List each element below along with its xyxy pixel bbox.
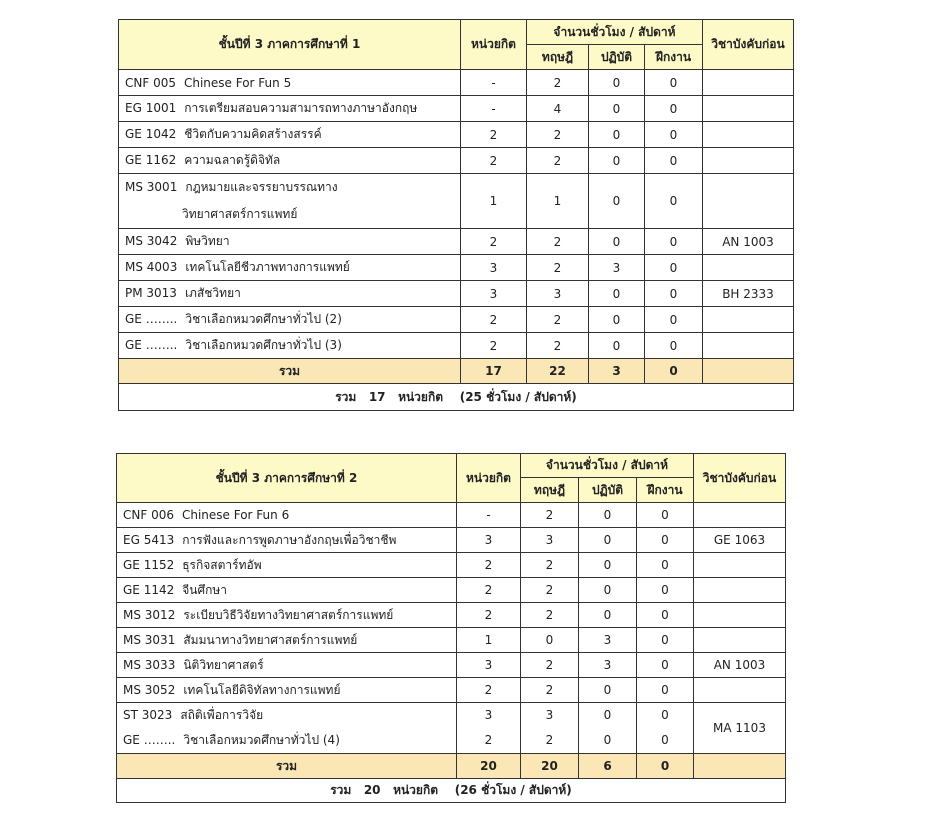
theory-cell: 2 [521, 678, 579, 703]
course-table-year3-term1 [118, 19, 794, 411]
training-cell: 0 [637, 678, 694, 703]
training-cell: 0 [645, 255, 703, 281]
theory-cell: 2 [527, 148, 589, 174]
training-cell: 0 [637, 603, 694, 628]
training-cell: 0 [637, 553, 694, 578]
training-cell: 0 [637, 578, 694, 603]
total-theory: 22 [527, 359, 589, 384]
course-name: สัมมนาทางวิทยาศาสตร์การแพทย์ [183, 632, 358, 647]
training-cell: 0 [645, 281, 703, 307]
credits-cell: 3 [461, 255, 527, 281]
practice-cell: 0 [589, 70, 645, 96]
course-name: ธุรกิจสตาร์ทอัพ [182, 557, 262, 572]
practice-cell: 0 [589, 96, 645, 122]
theory-cell: 2 [527, 122, 589, 148]
prereq-cell: GE 1063 [694, 528, 786, 553]
course-name: การฟังและการพูดภาษาอังกฤษเพื่อวิชาชีพ [182, 532, 397, 547]
training-cell: 0 [637, 628, 694, 653]
course-cell [117, 653, 457, 678]
course-cell [117, 553, 457, 578]
theory-cell: 2 [521, 603, 579, 628]
theory-header: ทฤษฎี [521, 478, 579, 503]
course-name: สถิติเพื่อการวิจัย [180, 708, 264, 722]
table-row [119, 96, 794, 122]
total-row [119, 359, 794, 384]
table-row [119, 255, 794, 281]
table-row [117, 603, 786, 628]
training-cell: 0 [645, 148, 703, 174]
course-cell [119, 70, 461, 96]
table-row [117, 528, 786, 553]
course-name: เทคโนโลยีชีวภาพทางการแพทย์ [185, 260, 350, 274]
practice-cell: 0 [589, 281, 645, 307]
course-cell [119, 148, 461, 174]
practice-cell: 3 [579, 628, 637, 653]
training-cell: 0 [645, 229, 703, 255]
course-cell [119, 229, 461, 255]
training-cell: 0 [645, 70, 703, 96]
course-code: CNF 005 [125, 75, 176, 90]
course-name: เทคโนโลยีดิจิทัลทางการแพทย์ [183, 682, 341, 697]
total-prereq-empty [703, 359, 794, 384]
course-code: PM 3013 [125, 286, 177, 300]
practice-cell: 0 [589, 174, 645, 229]
credits-cell: 2 [461, 333, 527, 359]
practice-cell: 0 [579, 578, 637, 603]
credits-header: หน่วยกิต [461, 20, 527, 70]
theory-cell: 2 [521, 553, 579, 578]
training-cell: 0 [637, 653, 694, 678]
practice-cell: 0 [579, 553, 637, 578]
theory-cell: 2 [527, 307, 589, 333]
total-credits: 17 [461, 359, 527, 384]
course-cell [119, 307, 461, 333]
practice-cell: 3 [579, 653, 637, 678]
table-title: ชั้นปีที่ 3 ภาคการศึกษาที่ 2 [117, 454, 457, 503]
credits-cell: 2 [461, 122, 527, 148]
course-code: GE 1162 [125, 153, 177, 167]
credits-cell: 1 [457, 628, 521, 653]
course-name: นิติวิทยาศาสตร์ [183, 657, 264, 672]
theory-cell: 2 [521, 578, 579, 603]
credits-cell: 2 [461, 148, 527, 174]
credits-cell: 2 [457, 578, 521, 603]
course-code: MS 3001 [125, 180, 178, 194]
course-code: EG 1001 [125, 101, 177, 115]
prereq-cell: AN 1003 [694, 653, 786, 678]
total-label: รวม [119, 359, 461, 384]
credits-cell: 1 [461, 174, 527, 229]
course-code: MS 3052 [123, 682, 176, 697]
training-header: ฝึกงาน [645, 45, 703, 70]
practice-cell: 0 [579, 678, 637, 703]
course-cell [117, 503, 457, 528]
course-code: MS 3033 [123, 657, 176, 672]
table-row [119, 307, 794, 333]
course-name: การเตรียมสอบความสามารถทางภาษาอังกฤษ [184, 101, 418, 115]
table-row [119, 174, 794, 229]
prereq-cell [694, 628, 786, 653]
total-prereq-empty [694, 754, 786, 779]
table-row [119, 122, 794, 148]
course-code: MS 3031 [123, 632, 176, 647]
practice-cell: 0 [579, 528, 637, 553]
theory-cell: 2 [527, 255, 589, 281]
course-code: MS 3042 [125, 234, 178, 248]
table-row [117, 503, 786, 528]
theory-cell: 2 [527, 333, 589, 359]
theory-cell: 3 2 [521, 703, 579, 754]
course-cell [119, 281, 461, 307]
total-credits: 20 [457, 754, 521, 779]
practice-header: ปฏิบัติ [589, 45, 645, 70]
table-row [119, 333, 794, 359]
table-row [119, 70, 794, 96]
credits-header: หน่วยกิต [457, 454, 521, 503]
course-cell [117, 703, 457, 754]
course-name: จีนศึกษา [182, 582, 227, 597]
course-code: GE 1042 [125, 127, 177, 141]
table-row [117, 653, 786, 678]
credits-cell: 3 [461, 281, 527, 307]
prereq-cell [703, 307, 794, 333]
course-cell [119, 174, 461, 229]
theory-cell: 1 [527, 174, 589, 229]
prereq-cell [694, 578, 786, 603]
training-cell: 0 [637, 503, 694, 528]
prereq-cell [703, 174, 794, 229]
course-table-year3-term2 [116, 453, 786, 803]
table-row [117, 703, 786, 754]
course-name: เภสัชวิทยา [184, 286, 241, 300]
course-cell [119, 333, 461, 359]
credits-cell: - [461, 96, 527, 122]
table-row [119, 148, 794, 174]
theory-cell: 2 [521, 653, 579, 678]
prereq-cell [703, 122, 794, 148]
course-cell [119, 122, 461, 148]
course-name: ชีวิตกับความคิดสร้างสรรค์ [184, 127, 322, 141]
summary-row [119, 384, 794, 411]
course-name: กฎหมายและจรรยาบรรณทาง [185, 180, 338, 194]
prereq-cell [703, 70, 794, 96]
theory-cell: 3 [521, 528, 579, 553]
practice-cell: 3 [589, 255, 645, 281]
credits-cell: 2 [457, 553, 521, 578]
course-code: MS 3012 [123, 607, 176, 622]
course-name: ระเบียบวิธีวิจัยทางวิทยาศาสตร์การแพทย์ [183, 607, 394, 622]
prereq-cell: BH 2333 [703, 281, 794, 307]
course-cell [117, 528, 457, 553]
training-cell: 0 [637, 528, 694, 553]
training-cell: 0 [645, 174, 703, 229]
table-row [117, 678, 786, 703]
training-cell: 0 [645, 333, 703, 359]
training-cell: 0 [645, 96, 703, 122]
practice-cell: 0 0 [579, 703, 637, 754]
theory-header: ทฤษฎี [527, 45, 589, 70]
credits-cell: 3 [457, 528, 521, 553]
course-name: Chinese For Fun 5 [183, 75, 292, 90]
training-cell: 0 [645, 122, 703, 148]
theory-cell: 3 [527, 281, 589, 307]
table-title: ชั้นปีที่ 3 ภาคการศึกษาที่ 1 [119, 20, 461, 70]
theory-cell: 2 [527, 70, 589, 96]
practice-cell: 0 [589, 333, 645, 359]
course-code: GE …….. [125, 338, 178, 352]
prereq-cell: AN 1003 [703, 229, 794, 255]
summary-row [117, 779, 786, 803]
table-row [119, 281, 794, 307]
credits-cell: 3 2 [457, 703, 521, 754]
hours-header: จำนวนชั่วโมง / สัปดาห์ [527, 20, 703, 45]
theory-cell: 0 [521, 628, 579, 653]
prereq-header: วิชาบังคับก่อน [694, 454, 786, 503]
theory-cell: 2 [527, 229, 589, 255]
total-practice: 3 [589, 359, 645, 384]
practice-cell: 0 [589, 229, 645, 255]
prereq-cell [703, 333, 794, 359]
course-code: ST 3023 [123, 708, 173, 722]
prereq-cell: MA 1103 [694, 703, 786, 754]
training-cell: 0 0 [637, 703, 694, 754]
course-code: EG 5413 [123, 532, 175, 547]
theory-cell: 4 [527, 96, 589, 122]
credits-cell: 2 [461, 229, 527, 255]
course-code: MS 4003 [125, 260, 178, 274]
total-theory: 20 [521, 754, 579, 779]
prereq-header: วิชาบังคับก่อน [703, 20, 794, 70]
summary-text: รวม 20 หน่วยกิต (26 ชั่วโมง / สัปดาห์) [117, 779, 786, 803]
course-code: GE …….. [125, 312, 178, 326]
prereq-cell [694, 603, 786, 628]
practice-cell: 0 [579, 603, 637, 628]
table-row [117, 553, 786, 578]
course-cell [117, 603, 457, 628]
theory-cell: 2 [521, 503, 579, 528]
total-practice: 6 [579, 754, 637, 779]
table-row [117, 628, 786, 653]
table-row [119, 229, 794, 255]
total-training: 0 [645, 359, 703, 384]
practice-cell: 0 [589, 307, 645, 333]
credits-cell: 2 [457, 678, 521, 703]
total-label: รวม [117, 754, 457, 779]
course-name: ความฉลาดรู้ดิจิทัล [184, 153, 281, 167]
course-name: พิษวิทยา [185, 234, 230, 248]
course-name: วิชาเลือกหมวดศึกษาทั่วไป (2) [185, 312, 342, 326]
course-code: GE …….. [123, 733, 176, 747]
prereq-cell [694, 678, 786, 703]
course-cell [117, 678, 457, 703]
training-header: ฝึกงาน [637, 478, 694, 503]
practice-cell: 0 [589, 122, 645, 148]
course-name: Chinese For Fun 6 [181, 508, 290, 522]
training-cell: 0 [645, 307, 703, 333]
course-name: วิชาเลือกหมวดศึกษาทั่วไป (3) [185, 338, 342, 352]
credits-cell: - [461, 70, 527, 96]
course-cell [117, 628, 457, 653]
course-code: CNF 006 [123, 508, 174, 522]
prereq-cell [703, 255, 794, 281]
course-cell [119, 96, 461, 122]
practice-cell: 0 [589, 148, 645, 174]
summary-text: รวม 17 หน่วยกิต (25 ชั่วโมง / สัปดาห์) [119, 384, 794, 411]
prereq-cell [703, 96, 794, 122]
course-name-continued: วิทยาศาสตร์การแพทย์ [182, 207, 298, 221]
prereq-cell [694, 553, 786, 578]
hours-header: จำนวนชั่วโมง / สัปดาห์ [521, 454, 694, 478]
course-cell [117, 578, 457, 603]
practice-cell: 0 [579, 503, 637, 528]
prereq-cell [694, 503, 786, 528]
credits-cell: 2 [461, 307, 527, 333]
course-code: GE 1142 [123, 582, 175, 597]
course-code: GE 1152 [123, 557, 175, 572]
credits-cell: - [457, 503, 521, 528]
credits-cell: 2 [457, 603, 521, 628]
credits-cell: 3 [457, 653, 521, 678]
practice-header: ปฏิบัติ [579, 478, 637, 503]
total-row [117, 754, 786, 779]
prereq-cell [703, 148, 794, 174]
course-cell [119, 255, 461, 281]
total-training: 0 [637, 754, 694, 779]
course-name: วิชาเลือกหมวดศึกษาทั่วไป (4) [183, 733, 340, 747]
table-row [117, 578, 786, 603]
